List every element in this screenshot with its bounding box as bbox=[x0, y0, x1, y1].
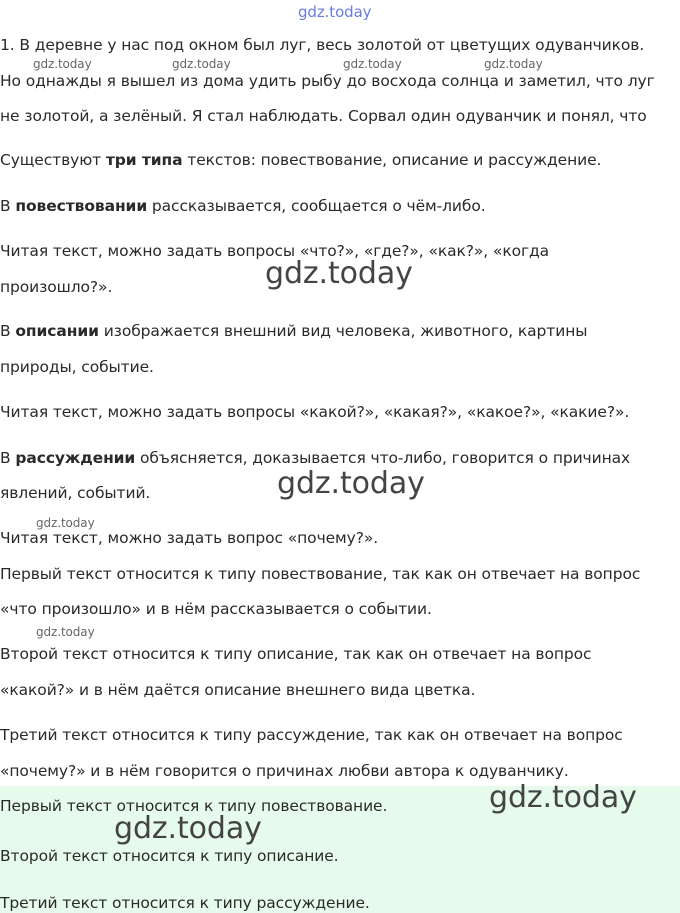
answer-line: Второй текст относится к типу описание. bbox=[0, 847, 339, 865]
answer-line: Первый текст относится к типу повествование. bbox=[0, 797, 388, 815]
text-line: Читая текст, можно задать вопросы «какой?», «какая?», «какое?», «какие?». bbox=[0, 403, 630, 421]
text-line: В рассуждении объясняется, доказывается что-либо, говорится о причинах bbox=[0, 449, 631, 467]
text-line: Читая текст, можно задать вопрос «почему?». bbox=[0, 529, 379, 547]
text-line: Читая текст, можно задать вопросы «что?», «где?», «как?», «когда bbox=[0, 242, 550, 260]
text-line: В повествовании рассказывается, сообщается о чём-либо. bbox=[0, 197, 486, 215]
watermark-top: gdz.today bbox=[298, 3, 372, 21]
watermark: gdz.today bbox=[36, 516, 95, 530]
text-line: «почему?» и в нём говорится о причинах любви автора к одуванчику. bbox=[0, 762, 569, 780]
text-line: Первый текст относится к типу повествование, так как он отвечает на вопрос bbox=[0, 565, 641, 583]
text-line: «что произошло» и в нём рассказывается о событии. bbox=[0, 600, 432, 618]
watermark: gdz.today bbox=[33, 57, 92, 71]
text-line: Существуют три типа текстов: повествование, описание и рассуждение. bbox=[0, 151, 602, 169]
text-line: Но однажды я вышел из дома удить рыбу до восхода солнца и заметил, что луг bbox=[0, 72, 655, 90]
watermark: gdz.today bbox=[265, 256, 413, 291]
text-line: Второй текст относится к типу описание, так как он отвечает на вопрос bbox=[0, 645, 592, 663]
watermark: gdz.today bbox=[343, 57, 402, 71]
text-line: 1. В деревне у нас под окном был луг, весь золотой от цветущих одуванчиков. bbox=[0, 36, 645, 54]
text-line: произошло?». bbox=[0, 278, 113, 296]
text-line: «какой?» и в нём даётся описание внешнего вида цветка. bbox=[0, 681, 476, 699]
text-line: природы, событие. bbox=[0, 358, 154, 376]
watermark: gdz.today bbox=[484, 57, 543, 71]
watermark: gdz.today bbox=[36, 625, 95, 639]
watermark: gdz.today bbox=[489, 780, 637, 815]
text-line: не золотой, а зелёный. Я стал наблюдать. Сорвал один одуванчик и понял, что bbox=[0, 107, 647, 125]
watermark: gdz.today bbox=[114, 811, 262, 846]
watermark: gdz.today bbox=[277, 466, 425, 501]
answer-line: Третий текст относится к типу рассуждение. bbox=[0, 894, 370, 912]
text-line: Третий текст относится к типу рассуждение, так как он отвечает на вопрос bbox=[0, 726, 623, 744]
text-line: В описании изображается внешний вид человека, животного, картины bbox=[0, 322, 588, 340]
text-line: явлений, событий. bbox=[0, 484, 151, 502]
watermark: gdz.today bbox=[172, 57, 231, 71]
